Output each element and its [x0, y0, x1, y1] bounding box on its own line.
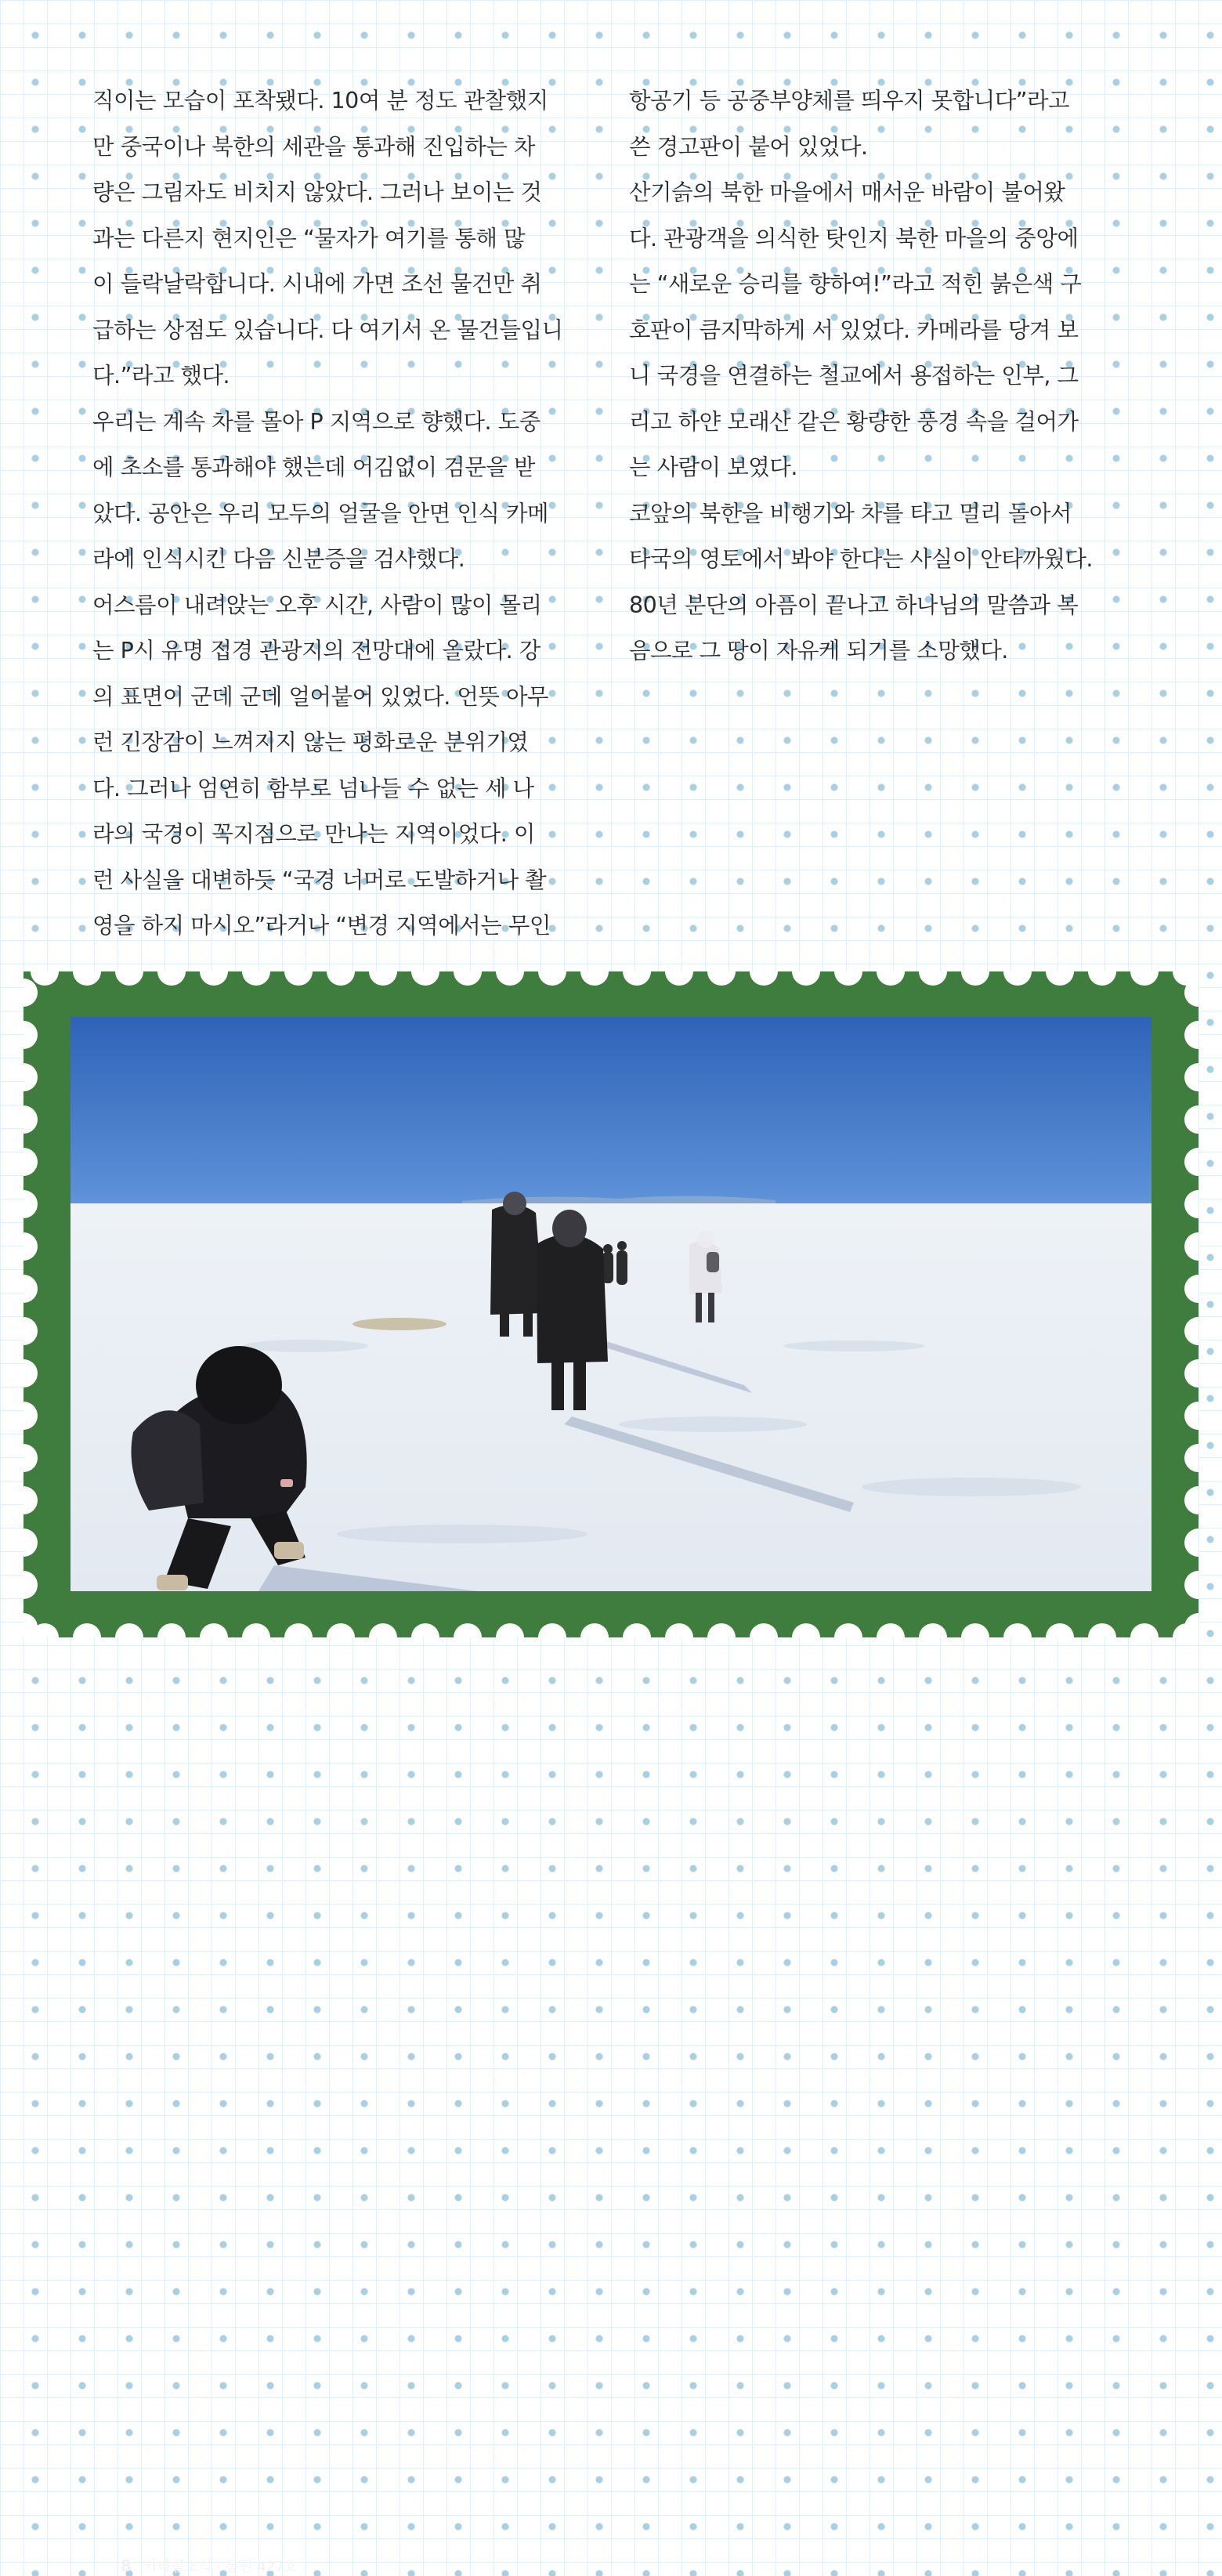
text-line: 는 “새로운 승리를 향하여!”라고 적힌 붉은색 구 [629, 271, 1082, 297]
article-column-right [629, 78, 1146, 675]
text-line: 는 사람이 보였다. [629, 454, 797, 480]
frozen-river-photo [70, 1017, 1152, 1591]
text-line: 에 초소를 통과해야 했는데 어김없이 검문을 받 [92, 454, 535, 480]
text-line: 런 사실을 대변하듯 “국경 너머로 도발하거나 촬 [92, 867, 547, 893]
text-line: 니 국경을 연결하는 철교에서 용접하는 인부, 그 [629, 363, 1079, 389]
text-line: 리고 하얀 모래산 같은 황량한 풍경 속을 걸어가 [629, 408, 1079, 435]
text-line: 의 표면이 군데 군데 얼어붙어 있었다. 언뜻 아무 [92, 683, 549, 710]
text-line: 80년 분단의 아픔이 끝나고 하나님의 말씀과 복 [629, 592, 1079, 618]
text-line: 타국의 영토에서 봐야 한다는 사실이 안타까웠다. [629, 546, 1093, 572]
photo-stamp-frame [24, 971, 1198, 2575]
text-line: 런 긴장감이 느껴지지 않는 평화로운 분위기였 [92, 729, 529, 755]
text-line: 급하는 상점도 있습니다. 다 여기서 온 물건들입니 [92, 317, 563, 343]
text-line: 다.”라고 했다. [92, 363, 230, 389]
text-line: 직이는 모습이 포착됐다. 10여 분 정도 관찰했지 [92, 88, 548, 114]
text-line: 항공기 등 공중부양체를 띄우지 못합니다”라고 [629, 88, 1070, 114]
text-line: 이 들락날락합니다. 시내에 가면 조선 물건만 취 [92, 271, 542, 297]
text-line: 만 중국이나 북한의 세관을 통과해 진입하는 차 [92, 133, 535, 160]
text-line: 음으로 그 땅이 자유케 되기를 소망했다. [629, 638, 1008, 664]
text-line: 쓴 경고판이 붙어 있었다. [629, 133, 868, 160]
text-line: 과는 다른지 현지인은 “물자가 여기를 통해 많 [92, 225, 526, 251]
text-line: 어스름이 내려앉는 오후 시간, 사람이 많이 몰리 [92, 592, 542, 618]
page-number: 8 [121, 2556, 132, 2575]
text-line: 다. 그러나 엄연히 함부로 넘나들 수 없는 세 나 [92, 775, 534, 801]
text-line: 산기슭의 북한 마을에서 매서운 바람이 불어왔 [629, 179, 1065, 205]
text-line: 호판이 큼지막하게 서 있었다. 카메라를 당겨 보 [629, 317, 1079, 343]
publication-name: 카타콤소식 · 통권 427호 [143, 2559, 298, 2575]
text-line: 다. 관광객을 의식한 탓인지 북한 마을의 중앙에 [629, 225, 1079, 251]
text-line: 영을 하지 마시오”라거나 “변경 지역에서는 무인 [92, 913, 551, 939]
page-footer [121, 2556, 298, 2576]
text-line: 았다. 공안은 우리 모두의 얼굴을 안면 인식 카메 [92, 500, 549, 526]
text-line: 라에 인식시킨 다음 신분증을 검사했다. [92, 546, 465, 572]
text-line: 량은 그림자도 비치지 않았다. 그러나 보이는 것 [92, 179, 542, 205]
text-line: 라의 국경이 꼭지점으로 만나는 지역이었다. 이 [92, 821, 535, 847]
article-column-left [92, 78, 602, 950]
text-line: 우리는 계속 차를 몰아 P 지역으로 향했다. 도중 [92, 408, 540, 435]
photo-illustration [70, 1017, 1152, 1591]
text-line: 는 P시 유명 접경 관광지의 전망대에 올랐다. 강 [92, 638, 540, 664]
text-line: 코앞의 북한을 비행기와 차를 타고 멀리 돌아서 [629, 500, 1072, 526]
